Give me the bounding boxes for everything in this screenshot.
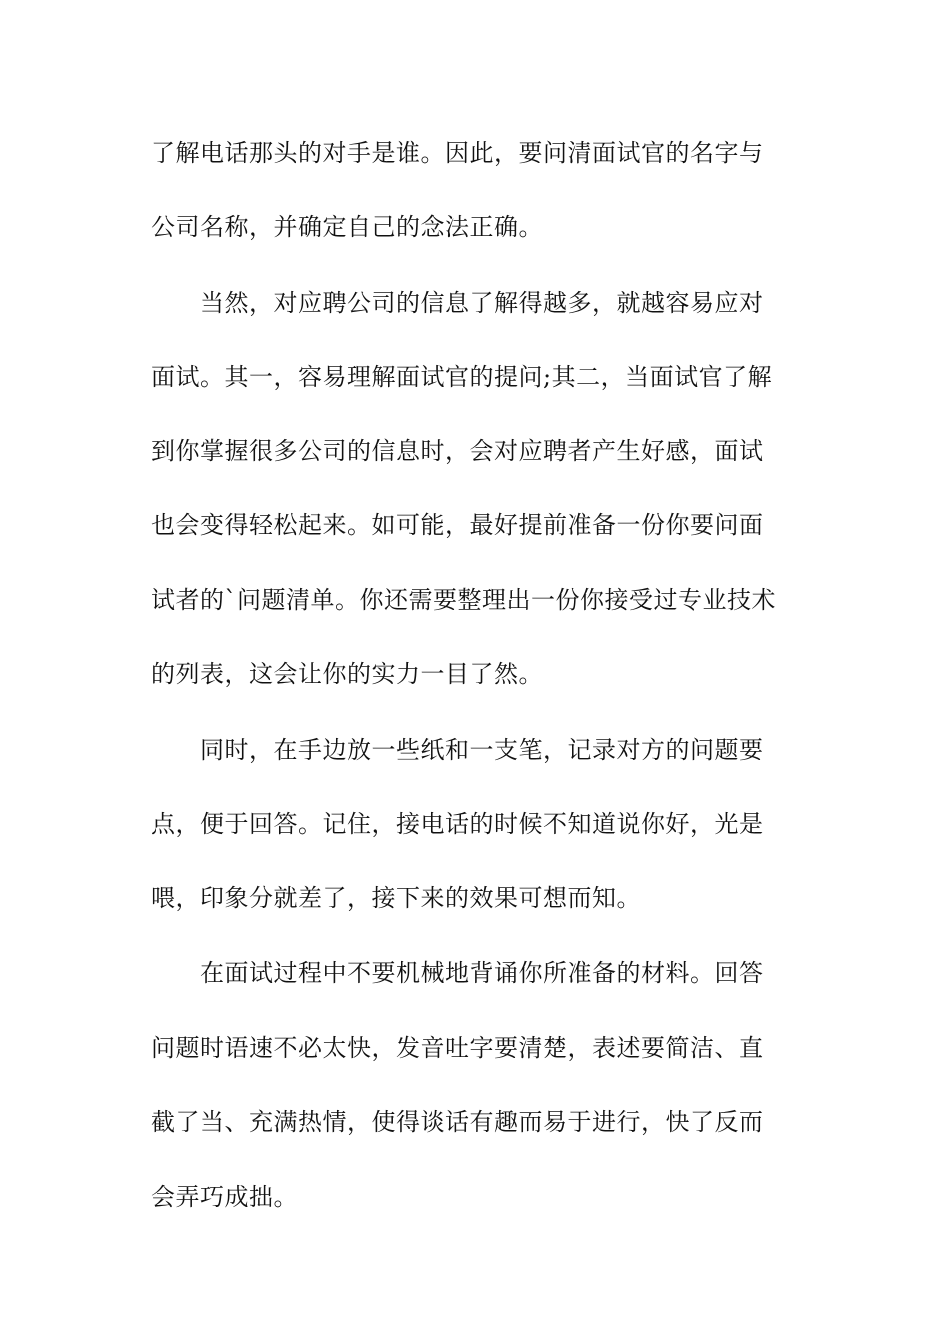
paragraph-start-line: 当然，对应聘公司的信息了解得越多，就越容易应对 [200,289,764,317]
text-line: 试者的`问题清单。你还需要整理出一份你接受过专业技术 [151,586,776,614]
text-line: 的列表，这会让你的实力一目了然。 [151,660,543,688]
text-line: 也会变得轻松起来。如可能，最好提前准备一份你要问面 [151,511,764,539]
text-line: 面试。其一，容易理解面试官的提问;其二，当面试官了解 [151,363,773,391]
paragraph-start-line: 在面试过程中不要机械地背诵你所准备的材料。回答 [200,959,764,987]
text-line: 喂，印象分就差了，接下来的效果可想而知。 [151,884,641,912]
text-line: 问题时语速不必太快，发音吐字要清楚，表述要简洁、直 [151,1034,764,1062]
text-line: 公司名称，并确定自己的念法正确。 [151,213,543,241]
text-line: 会弄巧成拙。 [151,1183,298,1211]
text-line: 了解电话那头的对手是谁。因此，要问清面试官的名字与 [151,139,764,167]
paragraph-start-line: 同时，在手边放一些纸和一支笔，记录对方的问题要 [200,736,764,764]
text-line: 到你掌握很多公司的信息时，会对应聘者产生好感，面试 [151,437,764,465]
text-line: 点，便于回答。记住，接电话的时候不知道说你好，光是 [151,810,764,838]
text-line: 截了当、充满热情，使得谈话有趣而易于进行，快了反而 [151,1108,764,1136]
